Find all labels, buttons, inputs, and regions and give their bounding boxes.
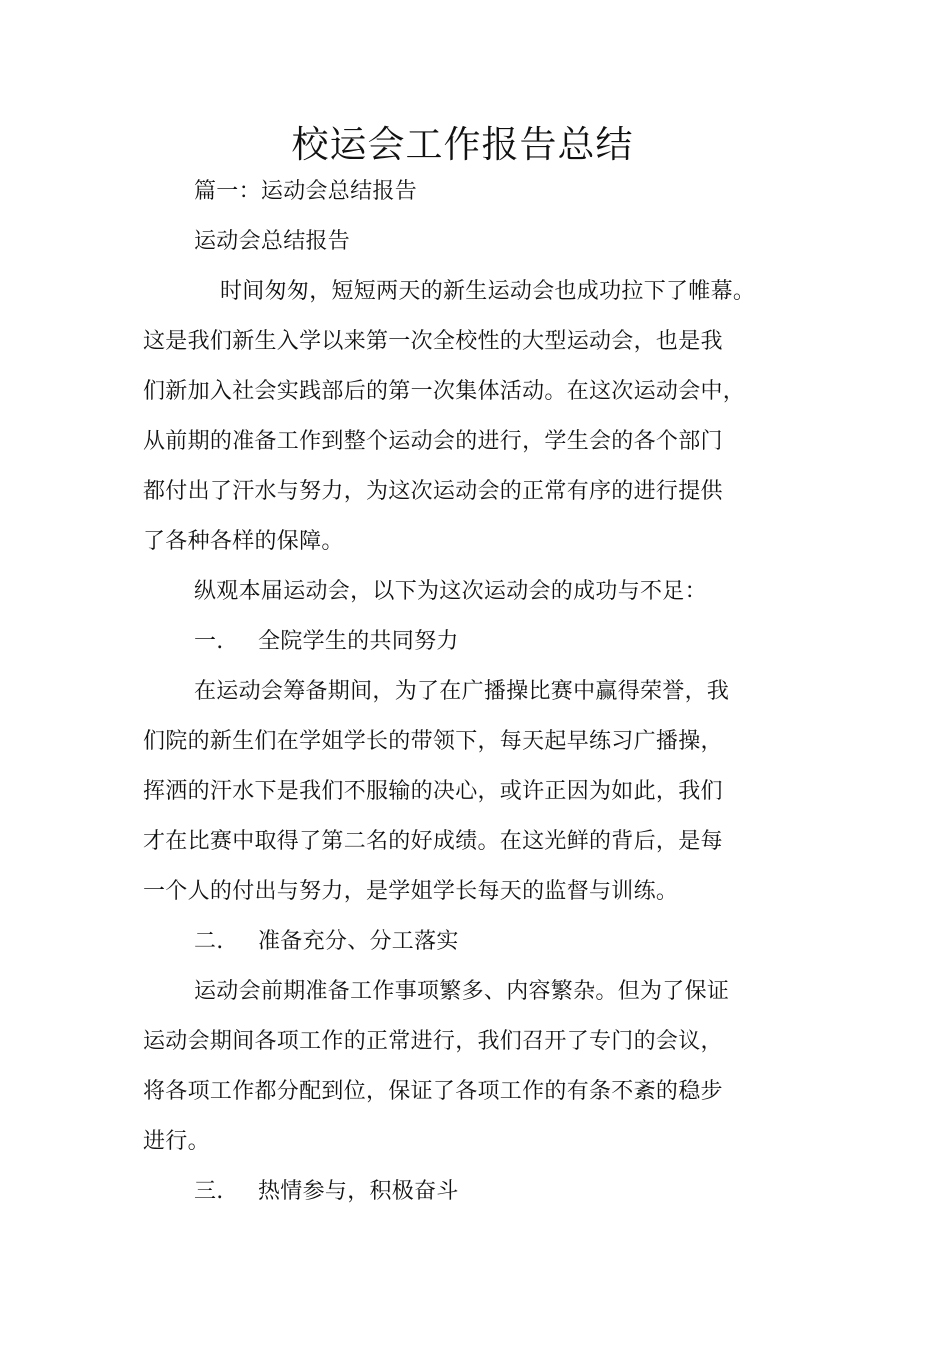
paragraph-line: 们新加入社会实践部后的第一次集体活动。在这次运动会中， [143,379,746,404]
paragraph-line: 在运动会筹备期间，为了在广播操比赛中赢得荣誉，我 [194,679,730,704]
paragraph-line: 了各种各样的保障。 [143,529,344,554]
subheading: 运动会总结报告 [194,229,351,254]
section-number: 三. [194,1179,224,1204]
paragraph-line: 一个人的付出与努力，是学姐学长每天的监督与训练。 [143,879,679,904]
paragraph-line: 运动会期间各项工作的正常进行，我们召开了专门的会议， [143,1029,723,1054]
section-title: 热情参与，积极奋斗 [258,1179,459,1204]
paragraph-line: 才在比赛中取得了第二名的好成绩。在这光鲜的背后，是每 [143,829,723,854]
paragraph-line: 们院的新生们在学姐学长的带领下，每天起早练习广播操， [143,729,723,754]
paragraph-line: 这是我们新生入学以来第一次全校性的大型运动会，也是我 [143,329,723,354]
section-heading-3 [194,1176,459,1208]
subtitle: 篇一：运动会总结报告 [194,179,418,204]
paragraph-line: 从前期的准备工作到整个运动会的进行，学生会的各个部门 [143,429,723,454]
paragraph-line: 将各项工作都分配到位，保证了各项工作的有条不紊的稳步 [143,1079,723,1104]
paragraph-line: 纵观本届运动会，以下为这次运动会的成功与不足： [194,579,707,604]
section-title: 准备充分、分工落实 [258,929,459,954]
section-number: 一. [194,629,224,654]
paragraph-line: 进行。 [143,1129,210,1154]
section-heading-1 [194,626,459,658]
paragraph-line: 都付出了汗水与努力，为这次运动会的正常有序的进行提供 [143,479,723,504]
paragraph-line: 运动会前期准备工作事项繁多、内容繁杂。但为了保证 [194,979,730,1004]
paragraph-line: 时间匆匆，短短两天的新生运动会也成功拉下了帷幕。 [220,279,756,304]
paragraph-line: 挥洒的汗水下是我们不服输的决心，或许正因为如此，我们 [143,779,723,804]
section-heading-2 [194,926,459,958]
document-title: 校运会工作报告总结 [291,123,634,166]
section-number: 二. [194,929,224,954]
section-title: 全院学生的共同努力 [258,629,459,654]
